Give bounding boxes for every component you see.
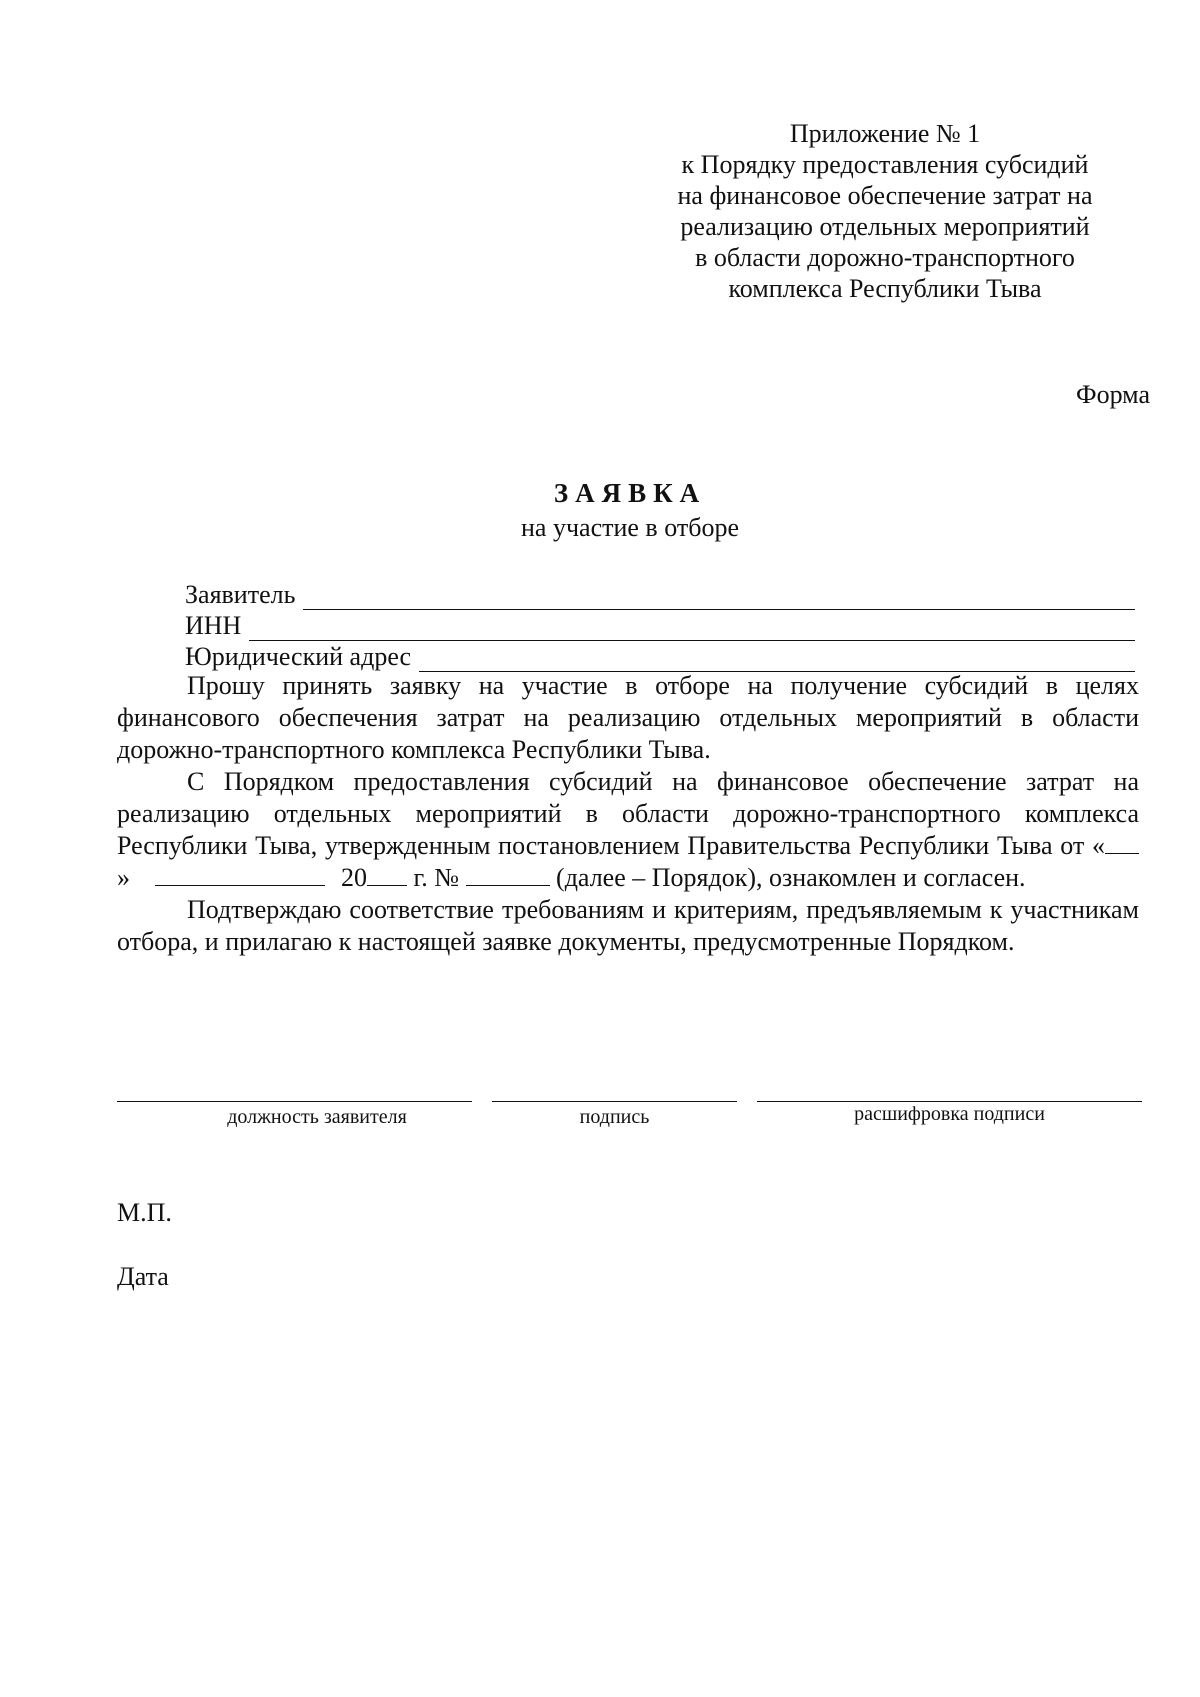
- inn-field: [185, 609, 1135, 641]
- position-signature-line[interactable]: [117, 1101, 472, 1102]
- inn-input-line[interactable]: [249, 618, 1135, 641]
- appendix-line-1: Приложение № 1: [789, 119, 981, 148]
- position-caption: должность заявителя: [227, 1106, 407, 1128]
- decoding-signature-line[interactable]: [757, 1101, 1142, 1102]
- appendix-header: [655, 118, 1115, 304]
- document-title: ЗАЯВКА: [553, 478, 707, 508]
- signature-line[interactable]: [492, 1101, 737, 1102]
- application-body: [117, 670, 1139, 958]
- appendix-line-2: к Порядку предоставления субсидий: [681, 150, 1089, 179]
- form-label: Форма: [1076, 380, 1150, 409]
- inn-label: ИНН: [185, 611, 242, 640]
- appendix-line-5: в области дорожно-транспортного: [695, 243, 1075, 272]
- day-blank[interactable]: [1105, 831, 1139, 854]
- date-label: Дата: [117, 1262, 169, 1291]
- year-prefix: 20: [341, 863, 367, 892]
- appendix-line-4: реализацию отдельных мероприятий: [680, 212, 1090, 241]
- applicant-label: Заявитель: [185, 580, 296, 609]
- number-blank[interactable]: [466, 863, 550, 886]
- appendix-line-3: на финансовое обеспечение затрат на: [677, 181, 1093, 210]
- date-from-label: от «: [1060, 831, 1105, 860]
- quote-close: »: [117, 863, 130, 892]
- decoding-caption: расшифровка подписи: [854, 1103, 1045, 1125]
- applicant-input-line[interactable]: [303, 587, 1135, 610]
- address-field: [185, 640, 1135, 672]
- confirmation-paragraph: Подтверждаю соответствие требованиям и критериям, предъявляемым к участникам отбора, и прилагаю к настоящей заявке документы, предусмотренные Порядком.: [117, 895, 1139, 956]
- document-subtitle: на участие в отборе: [521, 513, 739, 542]
- stamp-label: М.П.: [117, 1198, 172, 1227]
- number-label: г. №: [413, 863, 460, 892]
- month-blank[interactable]: [155, 863, 325, 886]
- year-blank[interactable]: [367, 863, 407, 886]
- applicant-field: [185, 578, 1135, 610]
- request-paragraph: Прошу принять заявку на участие в отборе на получение субсидий в целях финансового обеспечения затрат на реализацию отдельных мероприятий в области дорожно-транспортного комплекса Республики Тыва.: [117, 671, 1139, 764]
- procedure-paragraph: [117, 766, 1139, 894]
- signature-caption: подпись: [579, 1106, 650, 1128]
- address-input-line[interactable]: [419, 649, 1135, 672]
- address-label: Юридический адрес: [185, 642, 412, 671]
- appendix-line-6: комплекса Республики Тыва: [728, 274, 1042, 303]
- procedure-text: С Порядком предоставления субсидий на финансовое обеспечение затрат на реализацию отдельных мероприятий в области дорожно-транспортного комплекса Республики Тыва, утвержденным постановлением Правительства Республики Тыва: [117, 767, 1139, 860]
- procedure-text-end: (далее – Порядок), ознакомлен и согласен.: [556, 863, 1026, 892]
